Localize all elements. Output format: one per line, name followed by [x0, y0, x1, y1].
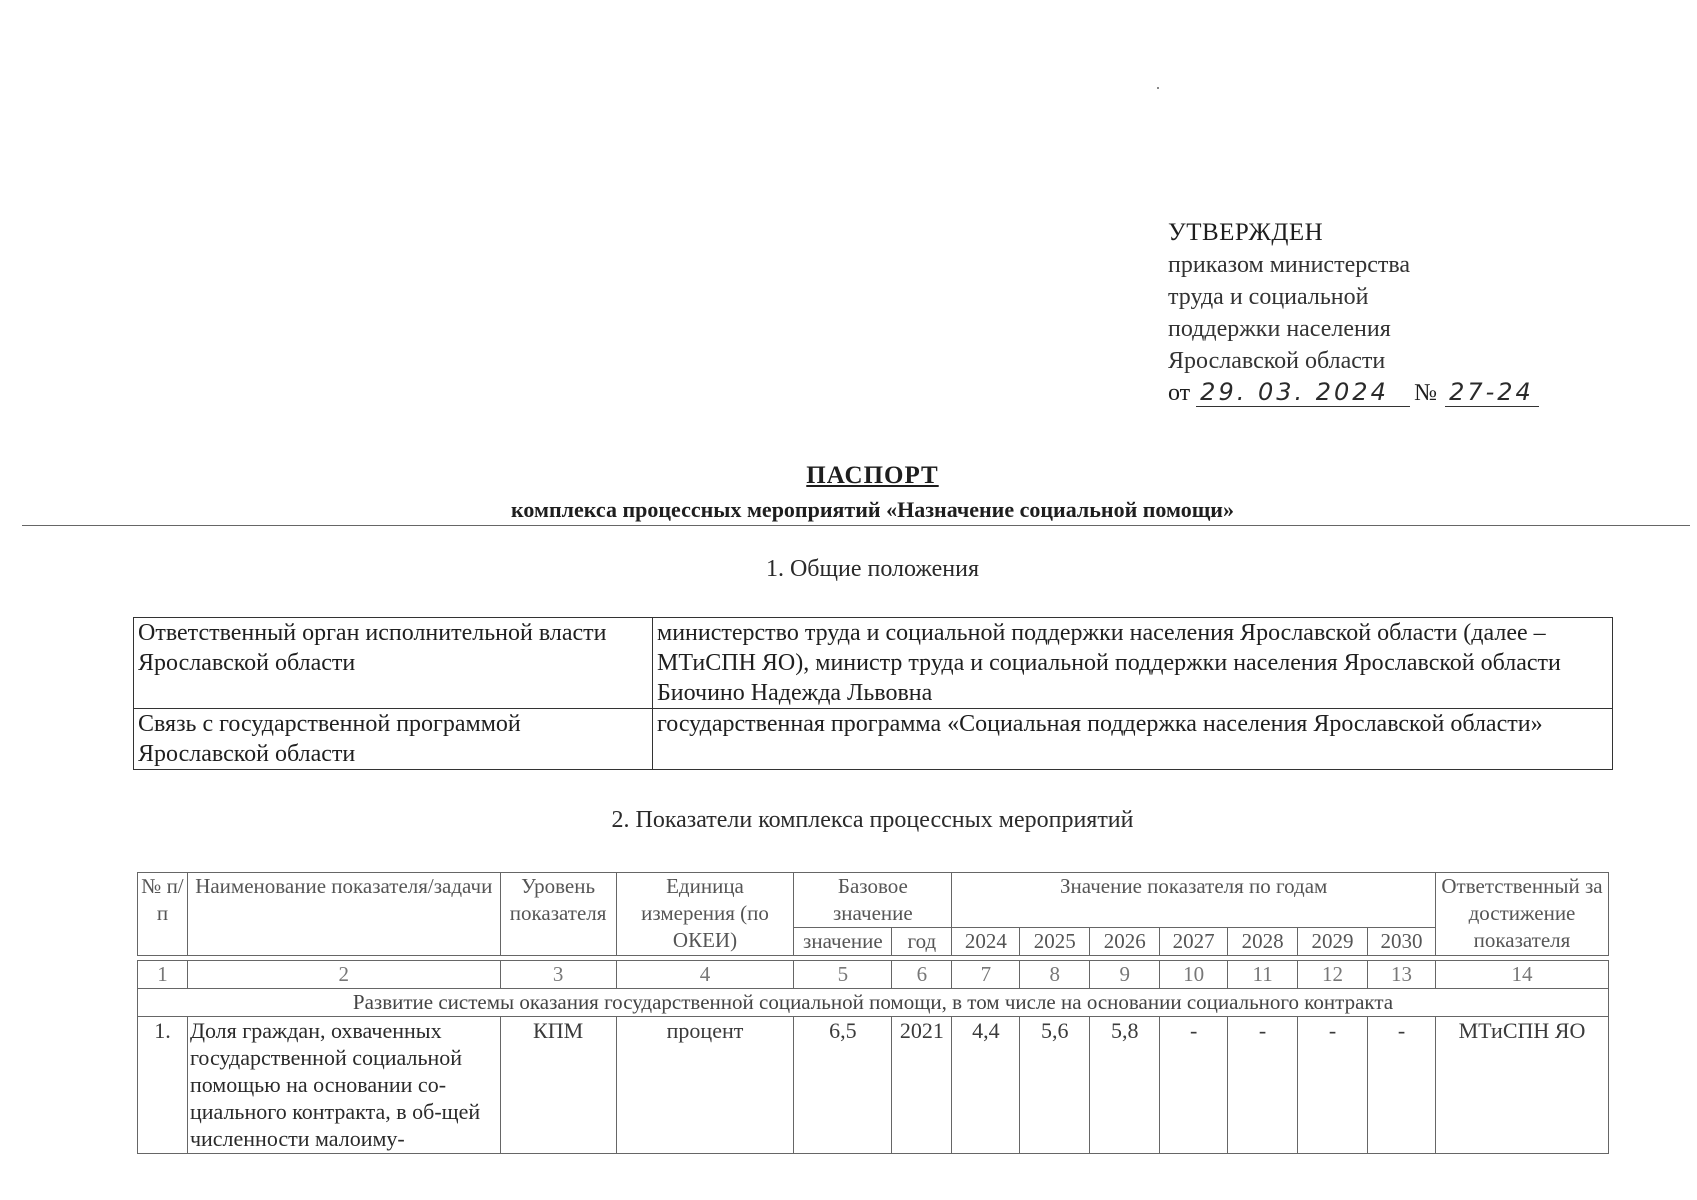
row-name: Доля граждан, охваченных государственной социальной помощью на основании со-циального контракта, в об-щей численности малоиму- [187, 1017, 500, 1154]
date-prefix: от [1168, 380, 1191, 406]
approval-line-3: поддержки населения [1168, 316, 1391, 342]
column-number: 12 [1298, 961, 1368, 989]
column-number: 6 [892, 961, 952, 989]
title-divider [22, 525, 1690, 526]
approval-block [1168, 217, 1539, 409]
approval-date-line [1168, 377, 1539, 409]
approval-heading: УТВЕРЖДЕН [1168, 219, 1324, 246]
table-row [138, 1017, 1609, 1154]
scan-speck [1157, 87, 1159, 89]
approval-line-2: труда и социальной [1168, 284, 1369, 310]
row-year-value: - [1298, 1017, 1368, 1154]
row-year-value: - [1160, 1017, 1228, 1154]
header-base-year: год [892, 928, 952, 956]
header-base-value: значение [794, 928, 892, 956]
number-sign: № [1414, 380, 1438, 406]
column-number: 5 [794, 961, 892, 989]
header-year: 2030 [1368, 928, 1436, 956]
header-year: 2029 [1298, 928, 1368, 956]
header-year: 2024 [952, 928, 1020, 956]
column-number: 11 [1228, 961, 1298, 989]
approval-line-4: Ярославской области [1168, 348, 1386, 374]
general-info-key: Ответственный орган исполнительной власти Ярославской области [134, 618, 653, 709]
column-number: 4 [616, 961, 794, 989]
column-number: 9 [1090, 961, 1160, 989]
column-number: 7 [952, 961, 1020, 989]
category-row [138, 989, 1609, 1017]
column-number: 3 [500, 961, 616, 989]
row-year-value: 5,8 [1090, 1017, 1160, 1154]
column-number: 8 [1020, 961, 1090, 989]
indicators-table [137, 872, 1609, 1154]
general-info-key: Связь с государственной программой Ярославской области [134, 709, 653, 770]
row-responsible: МТиСПН ЯО [1435, 1017, 1608, 1154]
header-year: 2027 [1160, 928, 1228, 956]
row-year-value: - [1228, 1017, 1298, 1154]
general-info-row [134, 709, 1613, 770]
header-responsible: Ответственный за достижение показателя [1435, 873, 1608, 956]
general-info-row [134, 618, 1613, 709]
header-base: Базовое значение [794, 873, 952, 928]
document-title: ПАСПОРТ [806, 462, 939, 489]
header-year: 2026 [1090, 928, 1160, 956]
header-num: № п/п [138, 873, 188, 956]
handwritten-number: 27-24 [1445, 378, 1539, 407]
header-by-year: Значение показателя по годам [952, 873, 1436, 928]
general-info-value: министерство труда и социальной поддержки населения Ярославской области (далее – МТиСПН ЯО), министр труда и социальной поддержки населения Ярославской области Биочино Надежда Львовна [653, 618, 1613, 709]
column-number: 14 [1435, 961, 1608, 989]
row-base-value: 6,5 [794, 1017, 892, 1154]
column-number: 13 [1368, 961, 1436, 989]
section-2-heading: 2. Показатели комплекса процессных мероприятий [611, 807, 1134, 833]
header-name: Наименование показателя/задачи [187, 873, 500, 956]
general-info-table [133, 617, 1613, 770]
header-year: 2025 [1020, 928, 1090, 956]
approval-line-1: приказом министерства [1168, 252, 1411, 278]
column-number: 10 [1160, 961, 1228, 989]
row-year-value: 5,6 [1020, 1017, 1090, 1154]
section-1-heading: 1. Общие положения [765, 556, 980, 582]
handwritten-date: 29. 03. 2024 [1196, 378, 1410, 407]
row-year-value: 4,4 [952, 1017, 1020, 1154]
column-number: 1 [138, 961, 188, 989]
category-cell: Развитие системы оказания государственной социальной помощи, в том числе на основании социального контракта [138, 989, 1609, 1017]
header-row [138, 873, 1609, 928]
header-unit: Единица измерения (по ОКЕИ) [616, 873, 794, 956]
header-level: Уровень показателя [500, 873, 616, 956]
row-level: КПМ [500, 1017, 616, 1154]
document-subtitle: комплекса процессных мероприятий «Назначение социальной помощи» [511, 497, 1234, 522]
header-year: 2028 [1228, 928, 1298, 956]
column-number-row [138, 961, 1609, 989]
general-info-value: государственная программа «Социальная поддержка населения Ярославской области» [653, 709, 1613, 770]
row-num: 1. [138, 1017, 188, 1154]
row-base-year: 2021 [892, 1017, 952, 1154]
row-year-value: - [1368, 1017, 1436, 1154]
column-number: 2 [187, 961, 500, 989]
row-unit: процент [616, 1017, 794, 1154]
